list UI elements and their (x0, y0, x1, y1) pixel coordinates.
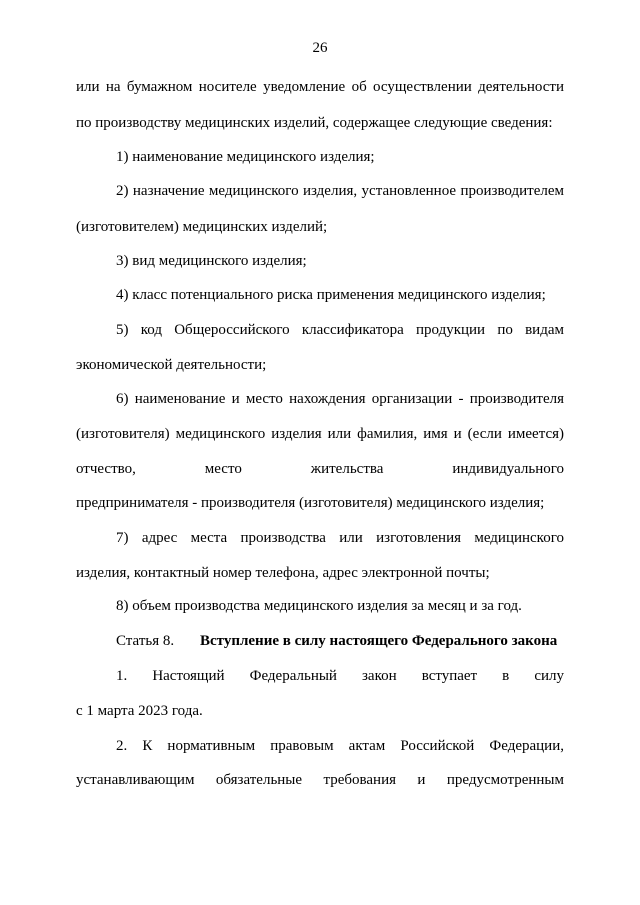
list-item-7-cont: изделия, контактный номер телефона, адрес электронной почты; (76, 565, 490, 581)
article-clause-1: 1. Настоящий Федеральный закон вступает в силу (116, 668, 564, 684)
article-clause-2: 2. К нормативным правовым актам Российской Федерации, (116, 738, 564, 754)
list-item-8: 8) объем производства медицинского изделия за месяц и за год. (116, 598, 522, 614)
list-item-2: 2) назначение медицинского изделия, установленное производителем (116, 183, 564, 199)
article-clause-1-cont: с 1 марта 2023 года. (76, 703, 203, 719)
list-item-6: 6) наименование и место нахождения организации - производителя (116, 391, 564, 407)
list-item-5-cont: экономической деятельности; (76, 357, 267, 373)
list-item-3: 3) вид медицинского изделия; (116, 253, 307, 269)
list-item-6-cont: предпринимателя - производителя (изготовителя) медицинского изделия; (76, 495, 545, 511)
list-item-6-cont: отчество, место жительства индивидуального (76, 461, 564, 477)
paragraph-line: или на бумажном носителе уведомление об осуществлении деятельности (76, 79, 564, 95)
list-item-6-cont: (изготовителя) медицинского изделия или фамилия, имя и (если имеется) (76, 426, 564, 442)
paragraph-line: по производству медицинских изделий, содержащее следующие сведения: (76, 115, 553, 131)
list-item-2-cont: (изготовителем) медицинских изделий; (76, 219, 328, 235)
article-label: Статья 8. (116, 633, 175, 649)
list-item-4: 4) класс потенциального риска применения медицинского изделия; (116, 287, 546, 303)
list-item-5: 5) код Общероссийского классификатора продукции по видам (116, 322, 564, 338)
list-item-1: 1) наименование медицинского изделия; (116, 149, 375, 165)
article-title: Вступление в силу настоящего Федерального закона (200, 633, 558, 649)
list-item-7: 7) адрес места производства или изготовления медицинского (116, 530, 564, 546)
page-number: 26 (312, 40, 328, 56)
article-clause-2-cont: устанавливающим обязательные требования и предусмотренным (76, 772, 564, 788)
